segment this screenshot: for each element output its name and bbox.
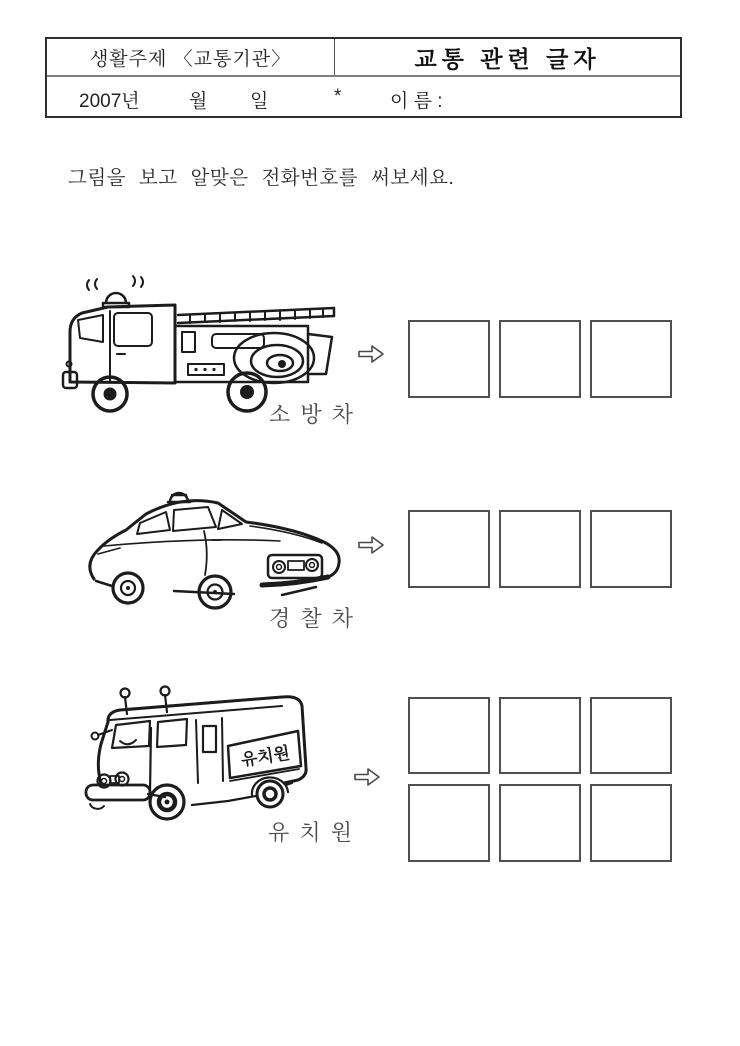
- answer-box[interactable]: [408, 510, 490, 588]
- answer-box[interactable]: [408, 784, 490, 862]
- answer-boxes-bus-row-1: [408, 697, 672, 774]
- date-day: 일: [250, 91, 269, 112]
- right-arrow-icon: [358, 344, 384, 364]
- answer-box[interactable]: [590, 510, 672, 588]
- answer-boxes-bus-row-2: [408, 784, 672, 862]
- answer-box[interactable]: [590, 320, 672, 398]
- subject-cell: 생활주제 〈교통기관〉: [47, 39, 335, 75]
- answer-boxes-fire-truck: [408, 320, 672, 398]
- header-table: [45, 37, 682, 118]
- answer-box[interactable]: [408, 320, 490, 398]
- bus-sign-text: 유치원: [239, 743, 292, 770]
- answer-boxes-police-car: [408, 510, 672, 588]
- fire-truck-illustration: [58, 274, 340, 416]
- answer-box[interactable]: [408, 697, 490, 774]
- police-car-label: 경 찰 차: [269, 606, 355, 631]
- page-title: 교통 관련 글자: [414, 45, 601, 72]
- beacon-light: [103, 293, 129, 307]
- answer-box[interactable]: [499, 320, 581, 398]
- fire-truck-label: 소 방 차: [269, 402, 355, 427]
- kindergarten-bus-label: 유 치 원: [268, 820, 354, 845]
- date-month: 월: [189, 91, 208, 112]
- header-date-row: [47, 75, 680, 116]
- answer-box[interactable]: [499, 697, 581, 774]
- star-mark: *: [334, 86, 342, 107]
- right-arrow-icon: [354, 767, 380, 787]
- siren-mark-right: [133, 276, 143, 287]
- instruction-text: 그림을 보고 알맞은 전화번호를 써보세요.: [68, 167, 455, 189]
- name-label: 이 름 :: [390, 91, 443, 112]
- answer-box[interactable]: [590, 784, 672, 862]
- kindergarten-bus-illustration: [70, 682, 372, 828]
- right-arrow-icon: [358, 535, 384, 555]
- police-car-illustration: [82, 482, 354, 612]
- siren-mark-left: [87, 279, 97, 290]
- answer-box[interactable]: [499, 784, 581, 862]
- answer-box[interactable]: [590, 697, 672, 774]
- answer-box[interactable]: [499, 510, 581, 588]
- date-year: 2007년: [79, 91, 140, 112]
- header-row-1: [47, 39, 680, 75]
